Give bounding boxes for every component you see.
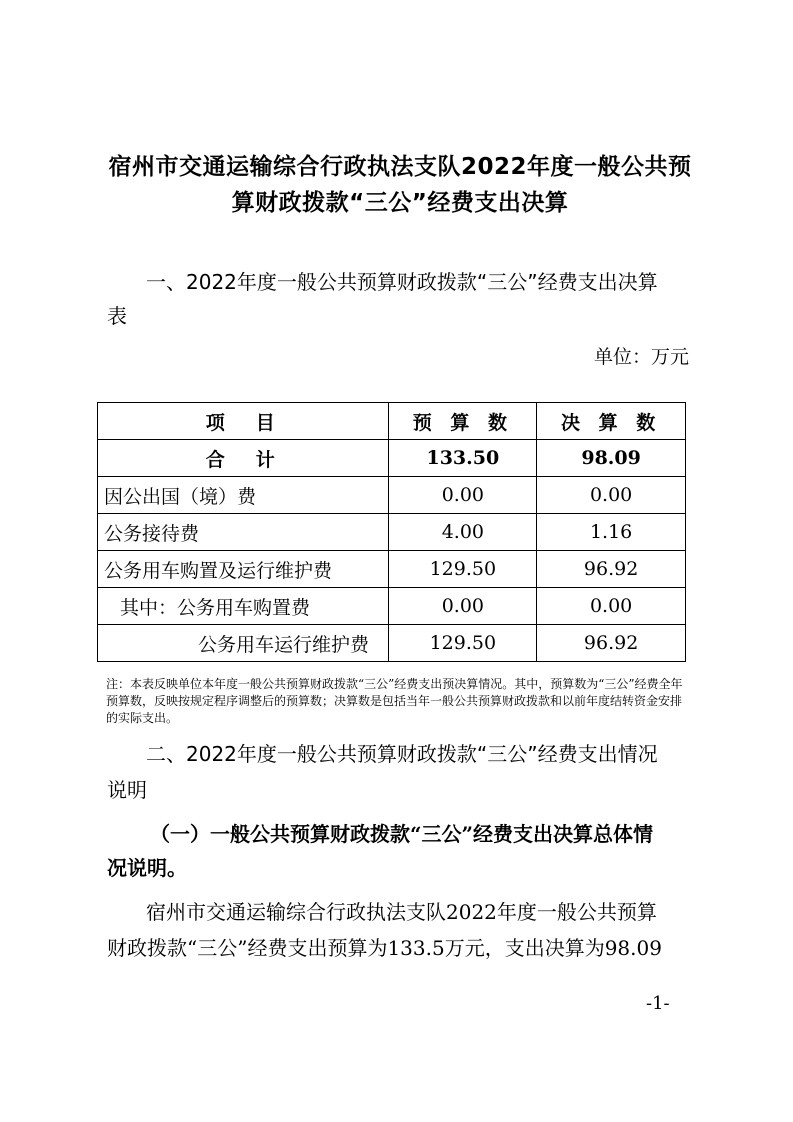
row-item: 其中：公务用车购置费 [98, 588, 389, 625]
subsection-1-heading-line-1: （一）一般公共预算财政拨款“三公”经费支出决算总体情 [150, 822, 654, 846]
row-final: 0.00 [537, 477, 686, 514]
row-budget: 0.00 [389, 477, 537, 514]
row-budget: 0.00 [389, 588, 537, 625]
three-public-expenses-table [97, 402, 686, 662]
row-budget: 129.50 [389, 551, 537, 588]
section-2-heading-line-1: 二、2022年度一般公共预算财政拨款“三公”经费支出情况 [146, 742, 658, 766]
table-row [98, 588, 686, 625]
table-header-row [98, 403, 686, 440]
row-item: 公务接待费 [98, 514, 389, 551]
row-final: 0.00 [537, 588, 686, 625]
row-final: 96.92 [537, 625, 686, 662]
section-2-heading-line-2: 说明 [107, 778, 147, 802]
row-final: 98.09 [537, 440, 686, 477]
table-row [98, 477, 686, 514]
document-title-line-2: 算财政拨款“三公”经费支出决算 [231, 190, 569, 216]
row-item: 因公出国（境）费 [98, 477, 389, 514]
body-paragraph-line-2: 财政拨款“三公”经费支出预算为133.5万元，支出决算为98.09 [107, 936, 662, 960]
page-number: -1- [646, 993, 670, 1014]
row-budget: 133.50 [389, 440, 537, 477]
header-final: 决 算 数 [537, 403, 686, 440]
document-title-line-1: 宿州市交通运输综合行政执法支队2022年度一般公共预 [108, 154, 692, 180]
section-1-heading-line-1: 一、2022年度一般公共预算财政拨款“三公”经费支出决算 [146, 270, 658, 294]
header-item: 项 目 [98, 403, 389, 440]
header-budget: 预 算 数 [389, 403, 537, 440]
subsection-1-heading-line-2: 况说明。 [107, 856, 187, 880]
row-budget: 4.00 [389, 514, 537, 551]
table-footnote: 注：本表反映单位本年度一般公共预算财政拨款“三公”经费支出预决算情况。其中，预算数为“三公”经费全年预算数，反映按规定程序调整后的预算数；决算数是包括当年一般公共预算财政拨款和以前年度结转资金安排的实际支出。 [106, 677, 683, 725]
body-paragraph-line-1: 宿州市交通运输综合行政执法支队2022年度一般公共预算 [146, 900, 657, 924]
row-final: 96.92 [537, 551, 686, 588]
unit-label: 单位：万元 [593, 346, 689, 368]
table-row [98, 625, 686, 662]
row-budget: 129.50 [389, 625, 537, 662]
table-row-total [98, 440, 686, 477]
row-item: 合 计 [98, 440, 389, 477]
row-final: 1.16 [537, 514, 686, 551]
section-1-heading-line-2: 表 [107, 304, 127, 328]
table-row [98, 551, 686, 588]
row-item: 公务用车购置及运行维护费 [98, 551, 389, 588]
table-row [98, 514, 686, 551]
row-item: 公务用车运行维护费 [98, 625, 389, 662]
